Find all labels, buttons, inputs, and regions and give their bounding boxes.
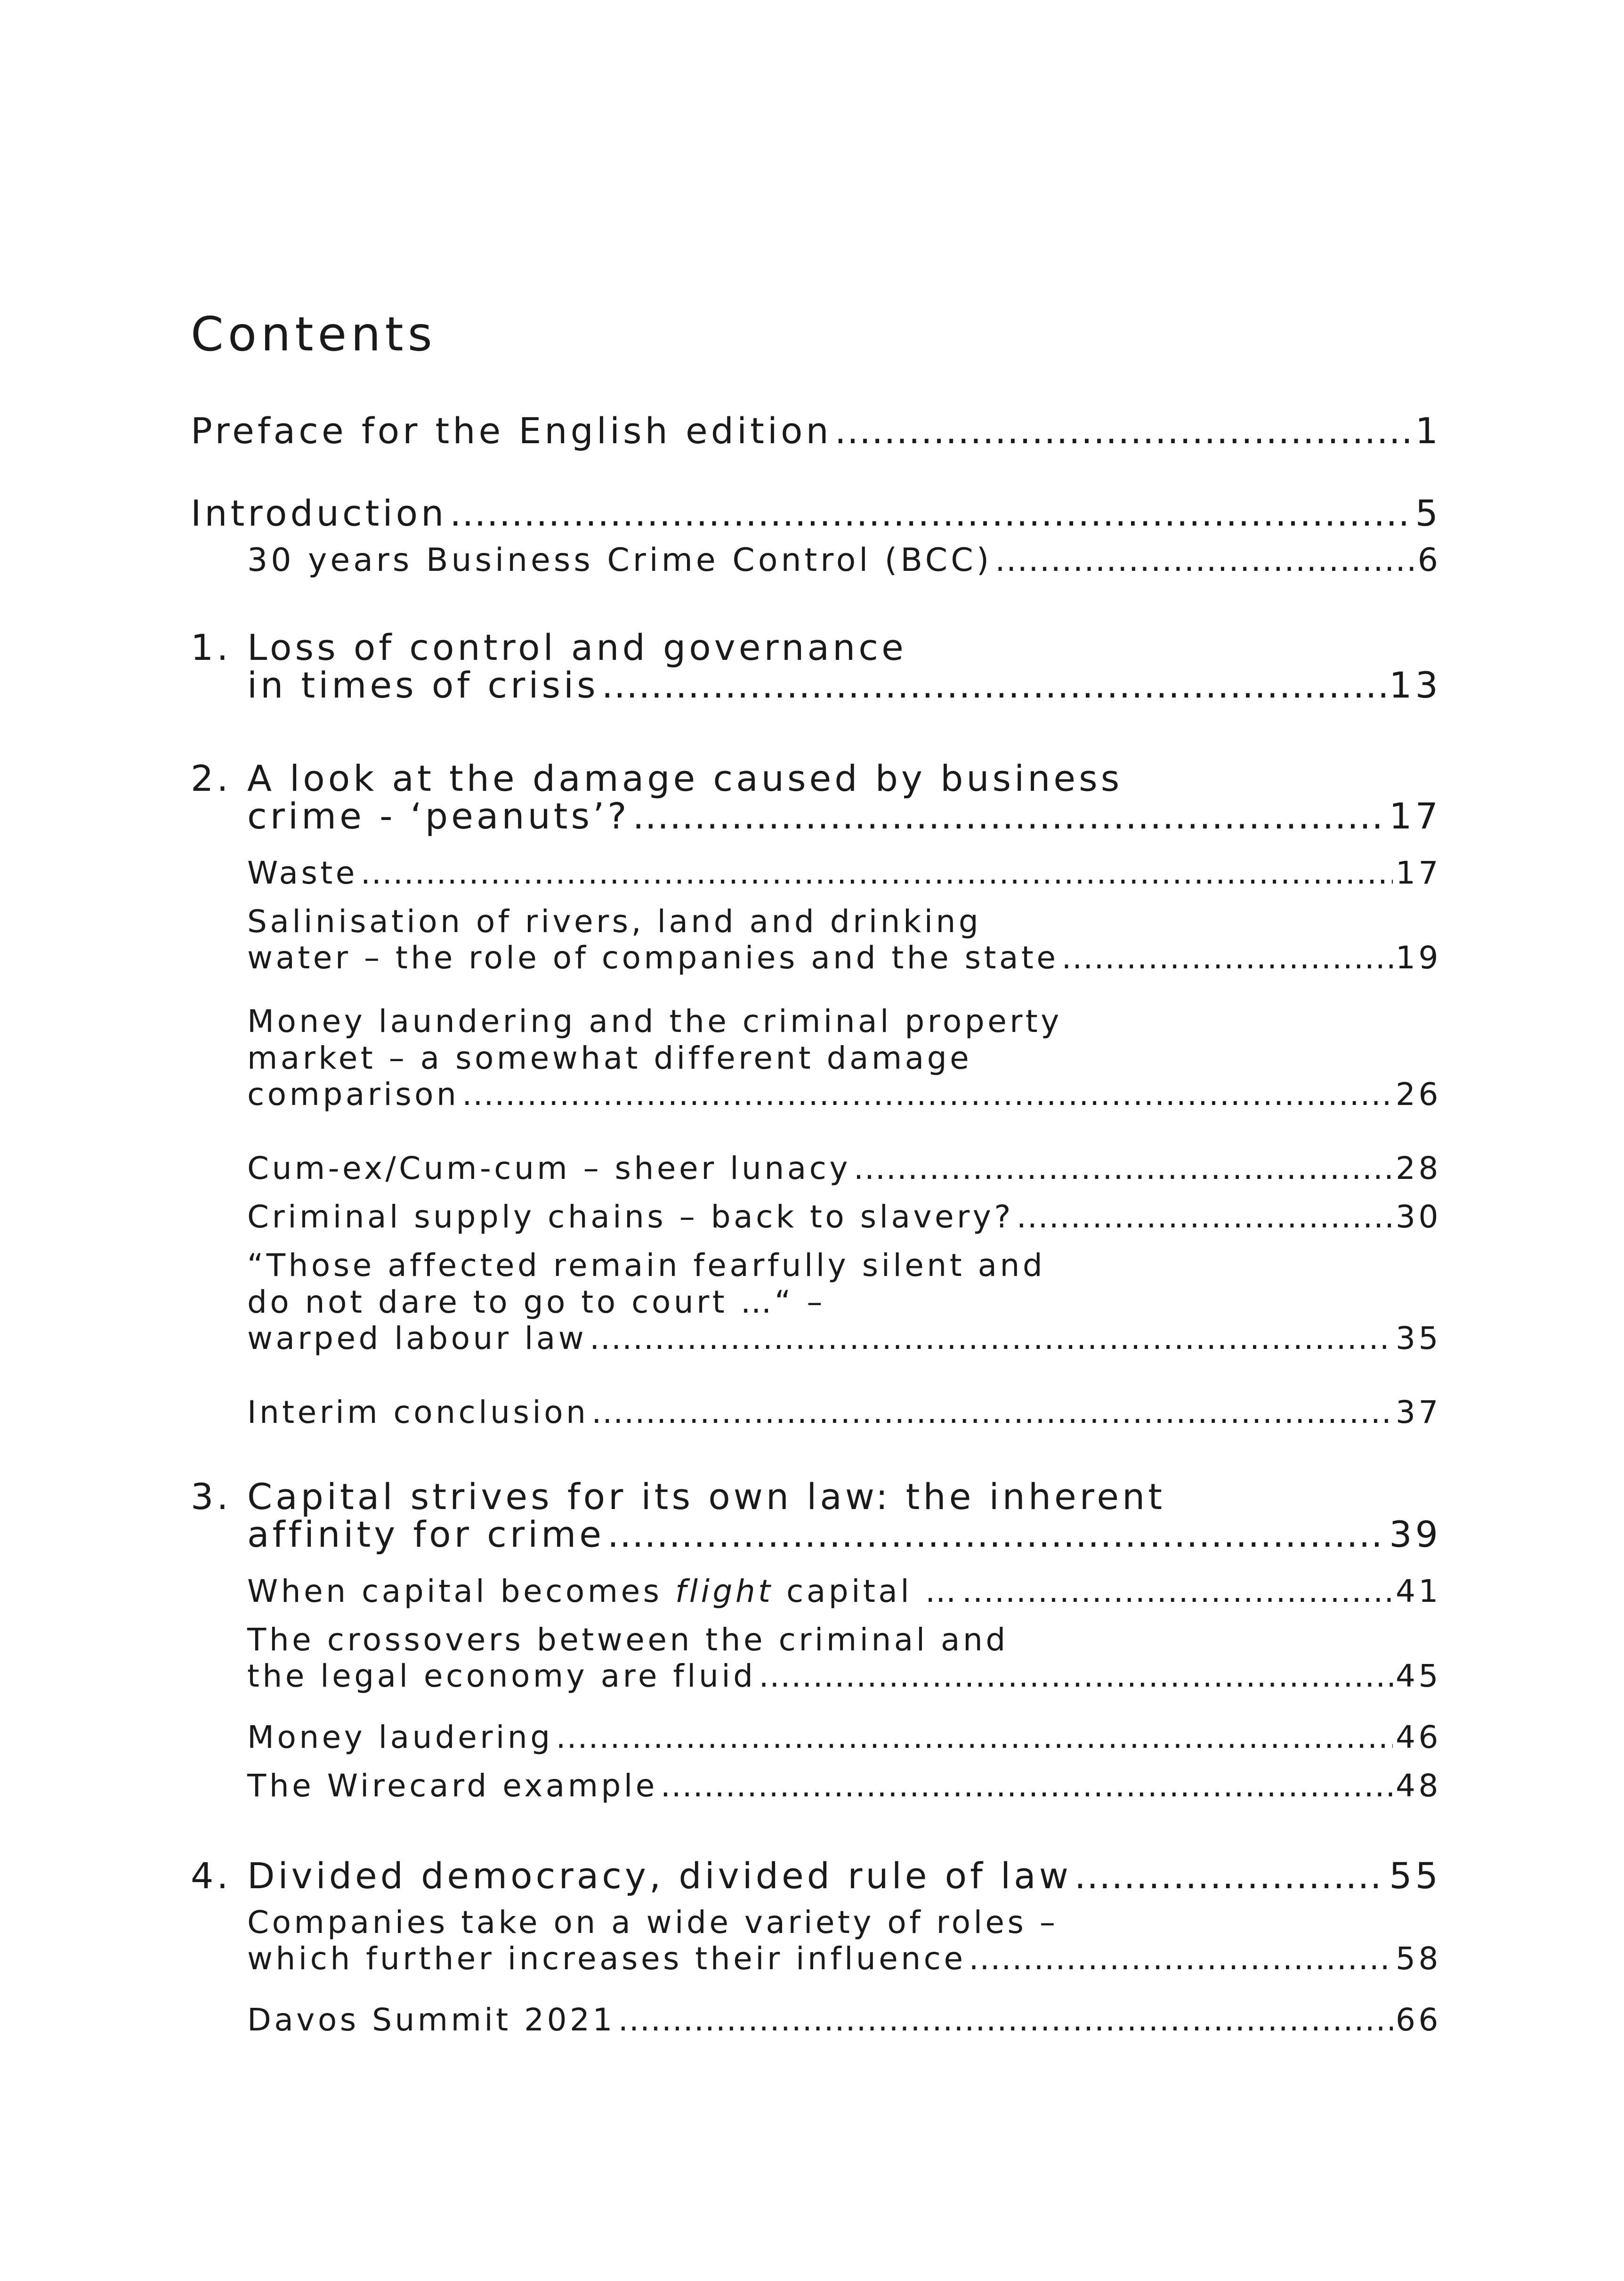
toc-entry-line[interactable]: do not dare to go to court …“ –	[247, 1284, 825, 1320]
toc-entry-label	[247, 1573, 959, 1609]
toc-entry-label: comparison	[247, 1076, 460, 1112]
label-italic-text: flight	[675, 1573, 774, 1609]
toc-entry-label: water – the role of companies and the state	[247, 940, 1059, 976]
toc-entry-labour-law[interactable]	[247, 1320, 1441, 1356]
toc-entry-line[interactable]: Companies take on a wide variety of roles –	[247, 1904, 1058, 1940]
dot-leader	[618, 2002, 1393, 2038]
toc-entry-line[interactable]: Loss of control and governance	[247, 626, 907, 668]
toc-entry-laudering[interactable]	[247, 1719, 1441, 1755]
toc-page-number: 13	[1389, 664, 1441, 706]
toc-page-number: 37	[1396, 1394, 1441, 1430]
toc-entry-chapter-3[interactable]	[247, 1513, 1441, 1555]
dot-leader	[995, 542, 1414, 579]
toc-entry-wirecard[interactable]	[247, 1768, 1441, 1804]
dot-leader	[450, 492, 1412, 534]
dot-leader	[854, 1150, 1393, 1186]
toc-entry-label: affinity for crime	[247, 1513, 605, 1555]
toc-page-number: 17	[1396, 855, 1441, 891]
toc-entry-companies-roles[interactable]	[247, 1940, 1441, 1977]
toc-entry-label: Money laudering	[247, 1719, 553, 1755]
toc-entry-line[interactable]: The crossovers between the criminal and	[247, 1622, 1009, 1658]
chapter-number: 3.	[191, 1476, 232, 1518]
dot-leader	[1075, 1855, 1386, 1897]
dot-leader	[602, 664, 1387, 706]
toc-entry-cumex[interactable]	[247, 1150, 1441, 1186]
dot-leader	[556, 1719, 1393, 1755]
chapter-number: 2.	[191, 757, 232, 799]
dot-leader	[607, 1513, 1386, 1555]
dot-leader	[835, 410, 1413, 452]
toc-entry-label: which further increases their influence	[247, 1940, 966, 1977]
dot-leader	[661, 1768, 1393, 1804]
toc-page-number: 35	[1396, 1320, 1441, 1356]
toc-entry-chapter-1[interactable]	[247, 664, 1441, 706]
toc-entry-chapter-4[interactable]	[247, 1855, 1441, 1897]
toc-entry-flight-capital[interactable]	[247, 1573, 1441, 1609]
toc-entry-label: in times of crisis	[247, 664, 599, 706]
toc-page-number: 30	[1396, 1199, 1441, 1235]
toc-entry-supply-chains[interactable]	[247, 1199, 1441, 1235]
toc-page-number: 5	[1415, 492, 1441, 534]
toc-page-number: 26	[1396, 1076, 1441, 1112]
toc-entry-waste[interactable]	[247, 855, 1441, 891]
toc-entry-label: 30 years Business Crime Control (BCC)	[247, 542, 993, 579]
toc-entry-line[interactable]: “Those affected remain fearfully silent and	[247, 1247, 1046, 1283]
dot-leader	[462, 1076, 1393, 1112]
toc-entry-label: Divided democracy, divided rule of law	[247, 1855, 1072, 1897]
toc-page-number: 28	[1396, 1150, 1441, 1186]
toc-entry-label: Interim conclusion	[247, 1394, 589, 1430]
toc-page-number: 58	[1396, 1940, 1441, 1977]
page-title: Contents	[191, 307, 436, 362]
toc-entry-line[interactable]: market – a somewhat different damage	[247, 1040, 972, 1076]
label-text: When capital becomes	[247, 1573, 676, 1609]
toc-page-number: 17	[1389, 795, 1441, 837]
toc-entry-label: the legal economy are fluid	[247, 1658, 756, 1694]
toc-page-number: 19	[1396, 940, 1441, 976]
toc-entry-label: Cum-ex/Cum-cum – sheer lunacy	[247, 1150, 851, 1186]
toc-page-number: 1	[1415, 410, 1441, 452]
toc-entry-label: warped labour law	[247, 1320, 587, 1356]
toc-entry-chapter-2[interactable]	[247, 795, 1441, 837]
toc-entry-line[interactable]: Money laundering and the criminal property	[247, 1003, 1062, 1039]
dot-leader	[591, 1394, 1393, 1430]
toc-page-number: 41	[1396, 1573, 1441, 1609]
toc-page-number: 66	[1396, 2002, 1441, 2038]
toc-entry-line[interactable]: Capital strives for its own law: the inherent	[247, 1476, 1166, 1518]
toc-entry-introduction[interactable]	[191, 492, 1441, 534]
dot-leader	[361, 855, 1393, 891]
toc-page-number: 45	[1396, 1658, 1441, 1694]
toc-page-number: 46	[1396, 1719, 1441, 1755]
label-text: capital …	[773, 1573, 960, 1609]
toc-entry-label: Davos Summit 2021	[247, 2002, 616, 2038]
toc-entry-label: Criminal supply chains – back to slavery?	[247, 1199, 1014, 1235]
dot-leader	[590, 1320, 1393, 1356]
toc-entry-preface[interactable]	[191, 410, 1441, 452]
dot-leader	[969, 1940, 1393, 1977]
chapter-number: 4.	[191, 1855, 232, 1897]
toc-entry-line[interactable]: A look at the damage caused by business	[247, 757, 1123, 799]
chapter-number: 1.	[191, 626, 232, 668]
dot-leader	[759, 1658, 1393, 1694]
toc-entry-money-laundering-market[interactable]	[247, 1076, 1441, 1112]
toc-entry-davos[interactable]	[247, 2002, 1441, 2038]
toc-page-number: 6	[1417, 542, 1441, 579]
toc-entry-label: The Wirecard example	[247, 1768, 658, 1804]
toc-entry-crossovers[interactable]	[247, 1658, 1441, 1694]
toc-entry-label: Waste	[247, 855, 358, 891]
toc-entry-bcc[interactable]	[247, 542, 1441, 579]
dot-leader	[1017, 1199, 1393, 1235]
dot-leader	[633, 795, 1387, 837]
toc-entry-line[interactable]: Salinisation of rivers, land and drinking	[247, 903, 982, 940]
toc-page-number: 39	[1389, 1513, 1441, 1555]
toc-entry-label: Preface for the English edition	[191, 410, 832, 452]
dot-leader	[962, 1573, 1393, 1609]
toc-entry-salinisation[interactable]	[247, 940, 1441, 976]
toc-page-number: 48	[1396, 1768, 1441, 1804]
toc-entry-interim[interactable]	[247, 1394, 1441, 1430]
toc-entry-label: Introduction	[191, 492, 447, 534]
toc-page-number: 55	[1389, 1855, 1441, 1897]
toc-entry-label: crime - ‘peanuts’?	[247, 795, 630, 837]
dot-leader	[1061, 940, 1393, 976]
